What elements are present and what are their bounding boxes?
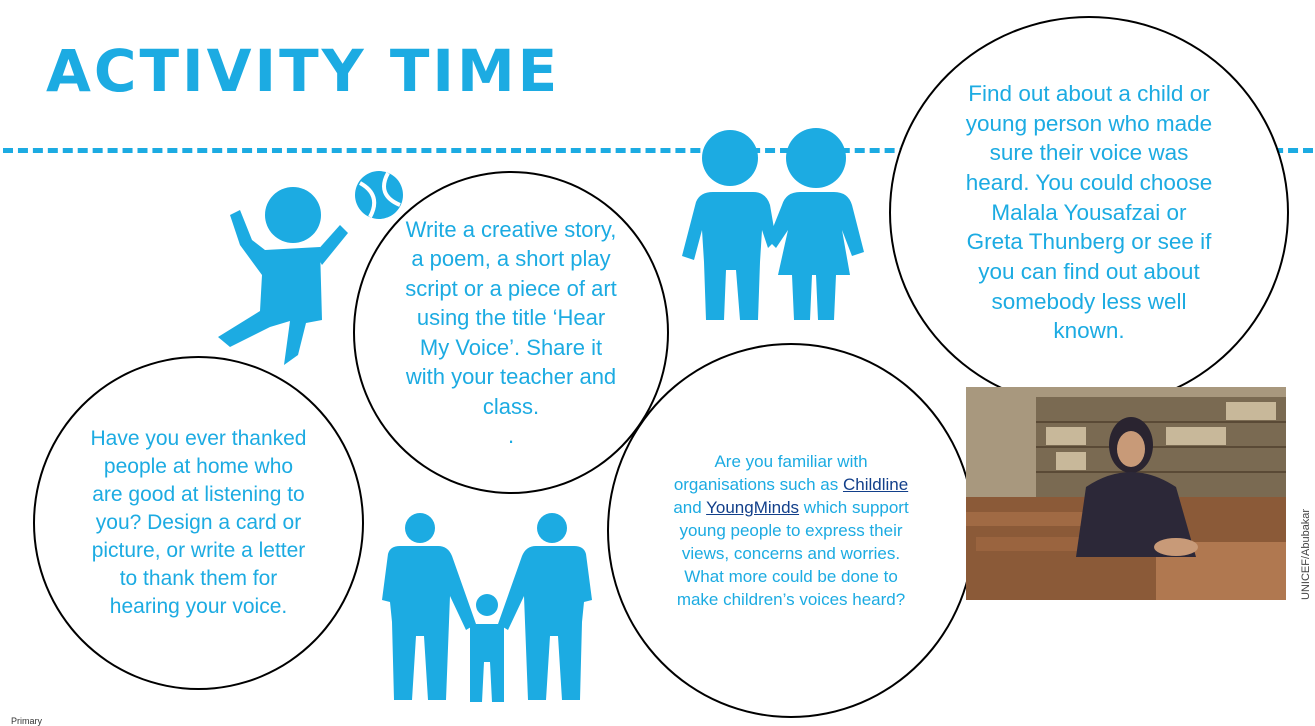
organisations-rest-text: which support young people to express their views, concerns and worries. What more could be done to make children’s voices heard?: [676, 498, 909, 609]
malala-photo: [966, 387, 1286, 600]
research-activity-text: Find out about a child or young person who made sure their voice was heard. You could choose Malala Yousafzai or Greta Thunberg or see if you can find out about somebody less well known.: [965, 80, 1213, 344]
research-activity-circle: [889, 16, 1289, 409]
photo-credit: UNICEF/Abubakar: [1300, 508, 1312, 600]
page-title: ACTIVITY TIME: [46, 37, 561, 105]
organisations-activity-circle: [607, 343, 975, 718]
creative-activity-text: Write a creative story, a poem, a short play script or a piece of art using the title ‘Hear My Voice’. Share it with your teacher and class.: [405, 216, 617, 419]
youngminds-link[interactable]: YoungMinds: [706, 498, 800, 517]
footer-label: Primary: [11, 716, 42, 726]
organisations-intro-text: Are you familiar with organisations such as: [673, 452, 868, 494]
childline-link[interactable]: Childline: [842, 475, 909, 494]
creative-activity-dot: .: [507, 423, 515, 448]
thank-you-activity-circle: [33, 356, 364, 690]
family-icon: [380, 512, 595, 707]
thank-you-activity-text: Have you ever thanked people at home who are good at listening to you? Design a card or picture, or write a letter to thank them for hearing your voice.: [90, 427, 307, 618]
creative-activity-circle: [353, 171, 669, 494]
two-children-icon: [678, 130, 868, 325]
organisations-and-text: and: [673, 498, 702, 517]
